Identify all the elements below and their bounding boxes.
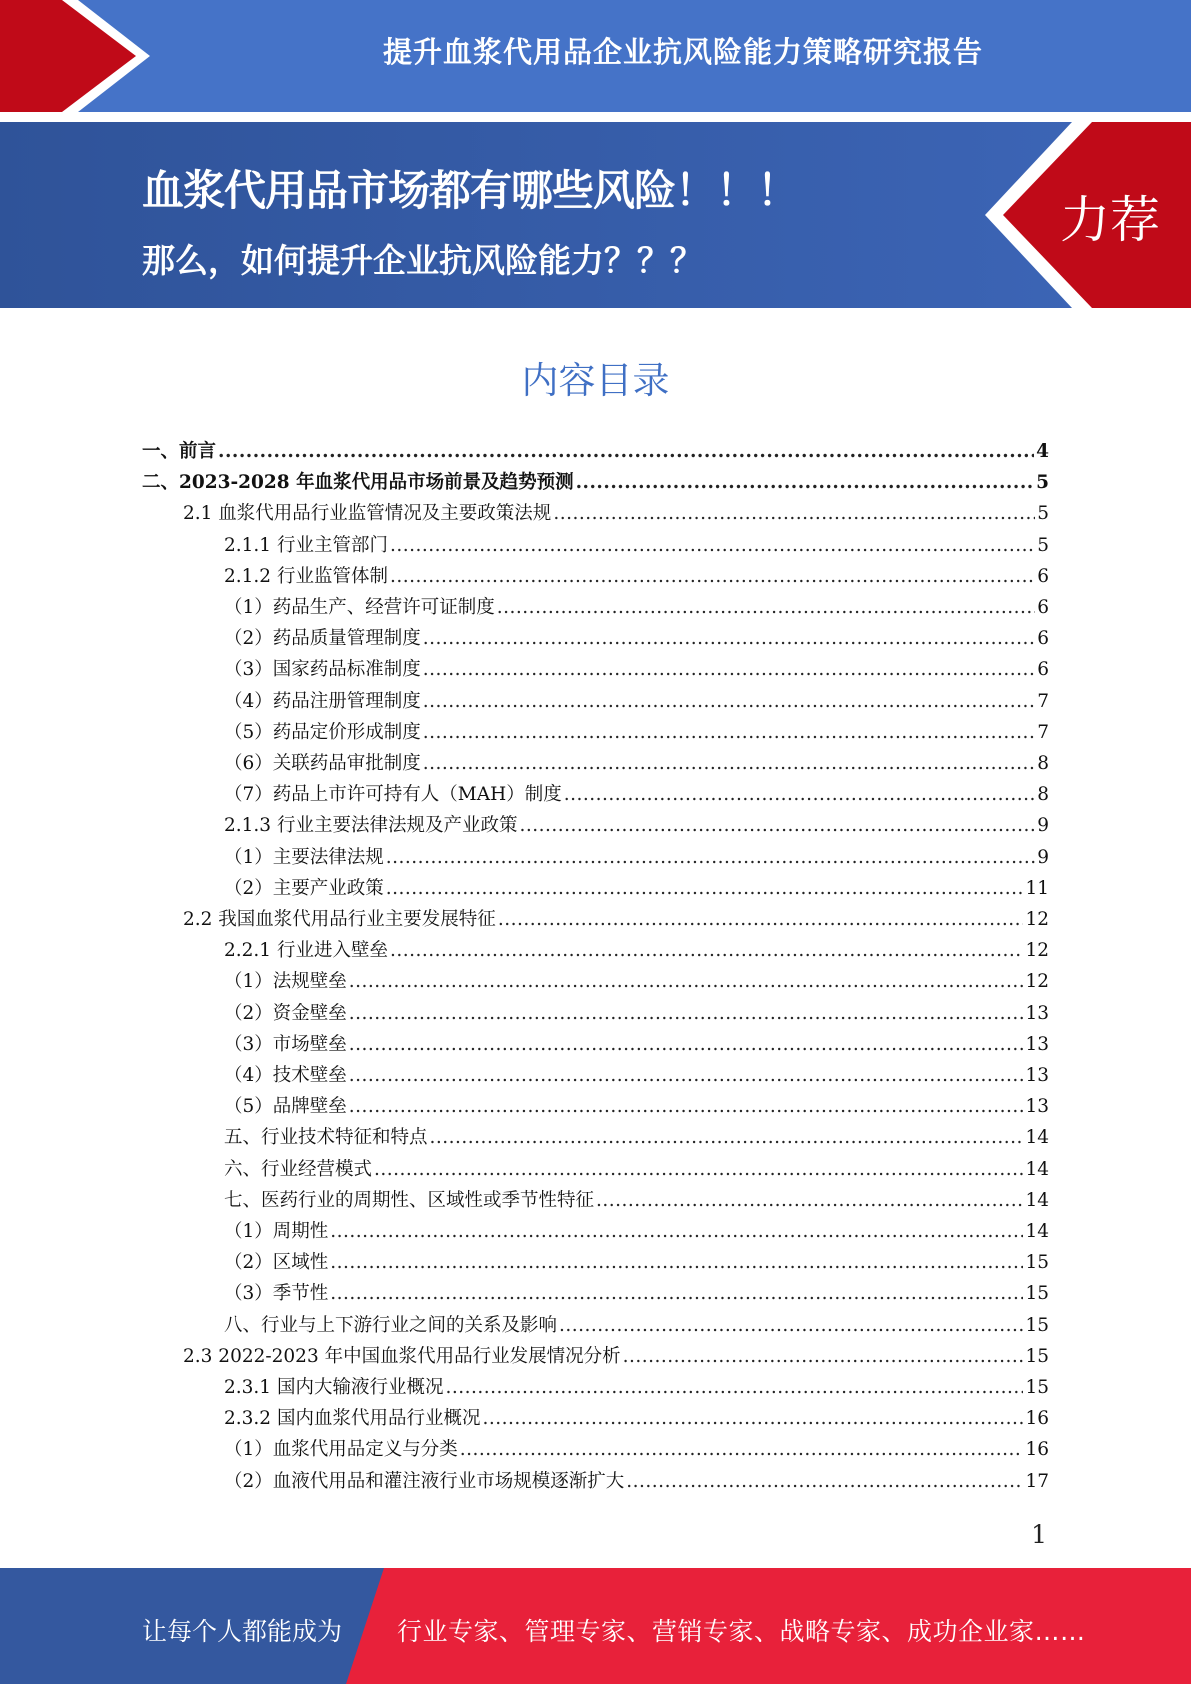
toc-entry-title: （7）药品上市许可持有人（MAH）制度 — [224, 784, 562, 805]
toc-entry-title: （3）季节性 — [224, 1283, 329, 1304]
toc-dot-leader — [330, 1252, 1023, 1273]
toc-entry[interactable] — [224, 1061, 1049, 1089]
toc-entry[interactable] — [224, 1248, 1049, 1276]
toc-dot-leader — [423, 691, 1035, 712]
toc-dot-leader — [576, 472, 1035, 493]
toc-entry-title: （2）主要产业政策 — [224, 878, 384, 899]
toc-entry-page: 13 — [1025, 1065, 1049, 1086]
toc-entry[interactable] — [224, 531, 1049, 559]
toc-entry-title: 2.2.1 行业进入壁垒 — [224, 940, 388, 961]
toc-entry[interactable] — [224, 562, 1049, 590]
toc-entry[interactable] — [224, 687, 1049, 715]
toc-entry-page: 9 — [1037, 815, 1049, 836]
top-bar — [0, 0, 1191, 112]
toc-entry-page: 13 — [1025, 1096, 1049, 1117]
toc-entry[interactable] — [224, 1092, 1049, 1120]
toc-entry[interactable] — [183, 1342, 1049, 1370]
toc-dot-leader — [564, 784, 1036, 805]
toc-entry-page: 5 — [1037, 503, 1049, 524]
toc-dot-leader — [596, 1190, 1023, 1211]
toc-entry-title: （4）药品注册管理制度 — [224, 691, 421, 712]
toc-entry-page: 15 — [1025, 1346, 1049, 1367]
toc-entry-page: 16 — [1025, 1408, 1049, 1429]
toc-entry[interactable] — [224, 1373, 1049, 1401]
toc-entry[interactable] — [224, 999, 1049, 1027]
toc-entry-title: 二、2023-2028 年血浆代用品市场前景及趋势预测 — [142, 472, 574, 493]
toc-entry[interactable] — [224, 1030, 1049, 1058]
toc-entry[interactable] — [224, 624, 1049, 652]
toc-entry[interactable] — [224, 1311, 1049, 1339]
toc-entry-page: 17 — [1025, 1471, 1049, 1492]
toc-entry[interactable] — [224, 843, 1049, 871]
toc-dot-leader — [460, 1439, 1024, 1460]
toc-entry-page: 14 — [1025, 1159, 1049, 1180]
toc-entry[interactable] — [142, 468, 1049, 496]
toc-entry-page: 14 — [1025, 1127, 1049, 1148]
toc-entry-title: 2.3 2022-2023 年中国血浆代用品行业发展情况分析 — [183, 1346, 621, 1367]
toc-entry-page: 14 — [1025, 1190, 1049, 1211]
toc-entry[interactable] — [224, 967, 1049, 995]
toc-dot-leader — [423, 659, 1035, 680]
toc-entry-title: （5）品牌壁垒 — [224, 1096, 347, 1117]
toc-entry-title: （1）主要法律法规 — [224, 847, 384, 868]
toc-entry-title: （2）药品质量管理制度 — [224, 628, 421, 649]
toc-dot-leader — [390, 535, 1035, 556]
toc-entry-page: 8 — [1037, 753, 1049, 774]
toc-dot-leader — [498, 909, 1024, 930]
toc-entry[interactable] — [224, 1217, 1049, 1245]
toc-dot-leader — [482, 1408, 1023, 1429]
toc-dot-leader — [330, 1283, 1023, 1304]
toc-entry-page: 13 — [1025, 1034, 1049, 1055]
toc-entry-title: （6）关联药品审批制度 — [224, 753, 421, 774]
toc-entry-page: 15 — [1025, 1377, 1049, 1398]
toc-entry-page: 6 — [1037, 566, 1049, 587]
toc-entry-page: 15 — [1025, 1252, 1049, 1273]
toc-dot-leader — [386, 847, 1035, 868]
toc-entry[interactable] — [224, 1186, 1049, 1214]
toc-entry-title: （2）血液代用品和灌注液行业市场规模逐渐扩大 — [224, 1471, 625, 1492]
footer-slogan-left: 让每个人都能成为 — [142, 1617, 343, 1646]
toc-title: 内容目录 — [521, 359, 670, 402]
page-number: 1 — [1031, 1520, 1047, 1549]
toc-entry-page: 5 — [1036, 472, 1049, 493]
toc-dot-leader — [349, 971, 1024, 992]
toc-entry-page: 14 — [1025, 1221, 1049, 1242]
toc-entry-title: （2）区域性 — [224, 1252, 329, 1273]
toc-dot-leader — [559, 1315, 1023, 1336]
toc-entry-page: 16 — [1025, 1439, 1049, 1460]
toc-entry-title: （2）资金壁垒 — [224, 1003, 347, 1024]
toc-entry[interactable] — [224, 936, 1049, 964]
toc-entry[interactable] — [224, 1404, 1049, 1432]
toc-entry-page: 12 — [1025, 971, 1049, 992]
toc-entry[interactable] — [224, 1467, 1049, 1495]
toc-entry-page: 11 — [1025, 878, 1049, 899]
toc-dot-leader — [330, 1221, 1023, 1242]
toc-entry-page: 12 — [1025, 940, 1049, 961]
toc-entry-title: （1）法规壁垒 — [224, 971, 347, 992]
toc-entry-page: 6 — [1037, 628, 1049, 649]
toc-entry[interactable] — [224, 655, 1049, 683]
toc-entry-title: 2.1 血浆代用品行业监管情况及主要政策法规 — [183, 503, 552, 524]
toc-dot-leader — [430, 1127, 1024, 1148]
toc-dot-leader — [349, 1065, 1024, 1086]
toc-dot-leader — [374, 1159, 1023, 1180]
toc-entry-title: 2.1.3 行业主要法律法规及产业政策 — [224, 815, 518, 836]
toc-entry-page: 15 — [1025, 1315, 1049, 1336]
toc-dot-leader — [626, 1471, 1023, 1492]
headline-risks: 血浆代用品市场都有哪些风险！！！ — [142, 166, 799, 215]
headline-question: 那么，如何提升企业抗风险能力？？？ — [142, 241, 703, 280]
toc-entry-page: 7 — [1037, 722, 1049, 743]
toc-entry-title: （3）市场壁垒 — [224, 1034, 347, 1055]
toc-entry-page: 7 — [1037, 691, 1049, 712]
toc-entry-title: 2.2 我国血浆代用品行业主要发展特征 — [183, 909, 496, 930]
toc-dot-leader — [519, 815, 1035, 836]
toc-dot-leader — [349, 1096, 1024, 1117]
toc-entry-title: （1）血浆代用品定义与分类 — [224, 1439, 458, 1460]
toc-entry-page: 12 — [1025, 909, 1049, 930]
report-title: 提升血浆代用品企业抗风险能力策略研究报告 — [382, 35, 983, 69]
toc-entry[interactable] — [224, 1155, 1049, 1183]
toc-entry-title: 七、医药行业的周期性、区域性或季节性特征 — [224, 1190, 595, 1211]
toc-entry-title: 2.1.2 行业监管体制 — [224, 566, 388, 587]
toc-dot-leader — [423, 753, 1035, 774]
toc-dot-leader — [386, 878, 1024, 899]
toc-dot-leader — [497, 597, 1035, 618]
toc-entry-page: 15 — [1025, 1283, 1049, 1304]
toc-entry[interactable] — [224, 1435, 1049, 1463]
toc-entry[interactable] — [142, 437, 1049, 465]
toc-entry-title: 2.3.2 国内血浆代用品行业概况 — [224, 1408, 481, 1429]
toc-entry-title: 2.1.1 行业主管部门 — [224, 535, 388, 556]
toc-dot-leader — [390, 566, 1035, 587]
toc-dot-leader — [218, 441, 1034, 462]
toc-entry-page: 6 — [1037, 659, 1049, 680]
toc-entry-page: 6 — [1037, 597, 1049, 618]
toc-entry[interactable] — [183, 499, 1049, 527]
toc-entry[interactable] — [224, 749, 1049, 777]
toc-dot-leader — [423, 722, 1035, 743]
toc-entry-page: 5 — [1037, 535, 1049, 556]
toc-entry-title: 五、行业技术特征和特点 — [224, 1127, 428, 1148]
toc-entry[interactable] — [224, 811, 1049, 839]
toc-entry[interactable] — [183, 905, 1049, 933]
toc-entry[interactable] — [224, 1123, 1049, 1151]
toc-entry-page: 13 — [1025, 1003, 1049, 1024]
toc-entry-title: 2.3.1 国内大输液行业概况 — [224, 1377, 444, 1398]
toc-dot-leader — [349, 1003, 1024, 1024]
toc-entry[interactable] — [224, 780, 1049, 808]
toc-dot-leader — [390, 940, 1023, 961]
toc-entry-page: 8 — [1037, 784, 1049, 805]
toc-entry-title: 一、前言 — [142, 441, 217, 462]
toc-entry-title: 八、行业与上下游行业之间的关系及影响 — [224, 1315, 558, 1336]
toc-entry[interactable] — [224, 593, 1049, 621]
recommend-badge: 力荐 — [1060, 191, 1160, 249]
toc-entry[interactable] — [224, 1279, 1049, 1307]
toc-entry[interactable] — [224, 718, 1049, 746]
toc-entry[interactable] — [224, 874, 1049, 902]
toc-entry-title: （1）药品生产、经营许可证制度 — [224, 597, 495, 618]
toc-entry-page: 4 — [1036, 441, 1049, 462]
toc-entry-title: （3）国家药品标准制度 — [224, 659, 421, 680]
toc-entry-page: 9 — [1037, 847, 1049, 868]
toc-entry-title: （1）周期性 — [224, 1221, 329, 1242]
toc-entry-title: 六、行业经营模式 — [224, 1159, 373, 1180]
footer-slogan-right: 行业专家、管理专家、营销专家、战略专家、成功企业家…… — [397, 1617, 1086, 1646]
toc-dot-leader — [349, 1034, 1024, 1055]
toc-entry-title: （4）技术壁垒 — [224, 1065, 347, 1086]
toc-dot-leader — [623, 1346, 1024, 1367]
toc-entry-title: （5）药品定价形成制度 — [224, 722, 421, 743]
toc-dot-leader — [553, 503, 1035, 524]
toc-dot-leader — [423, 628, 1035, 649]
toc-dot-leader — [445, 1377, 1023, 1398]
